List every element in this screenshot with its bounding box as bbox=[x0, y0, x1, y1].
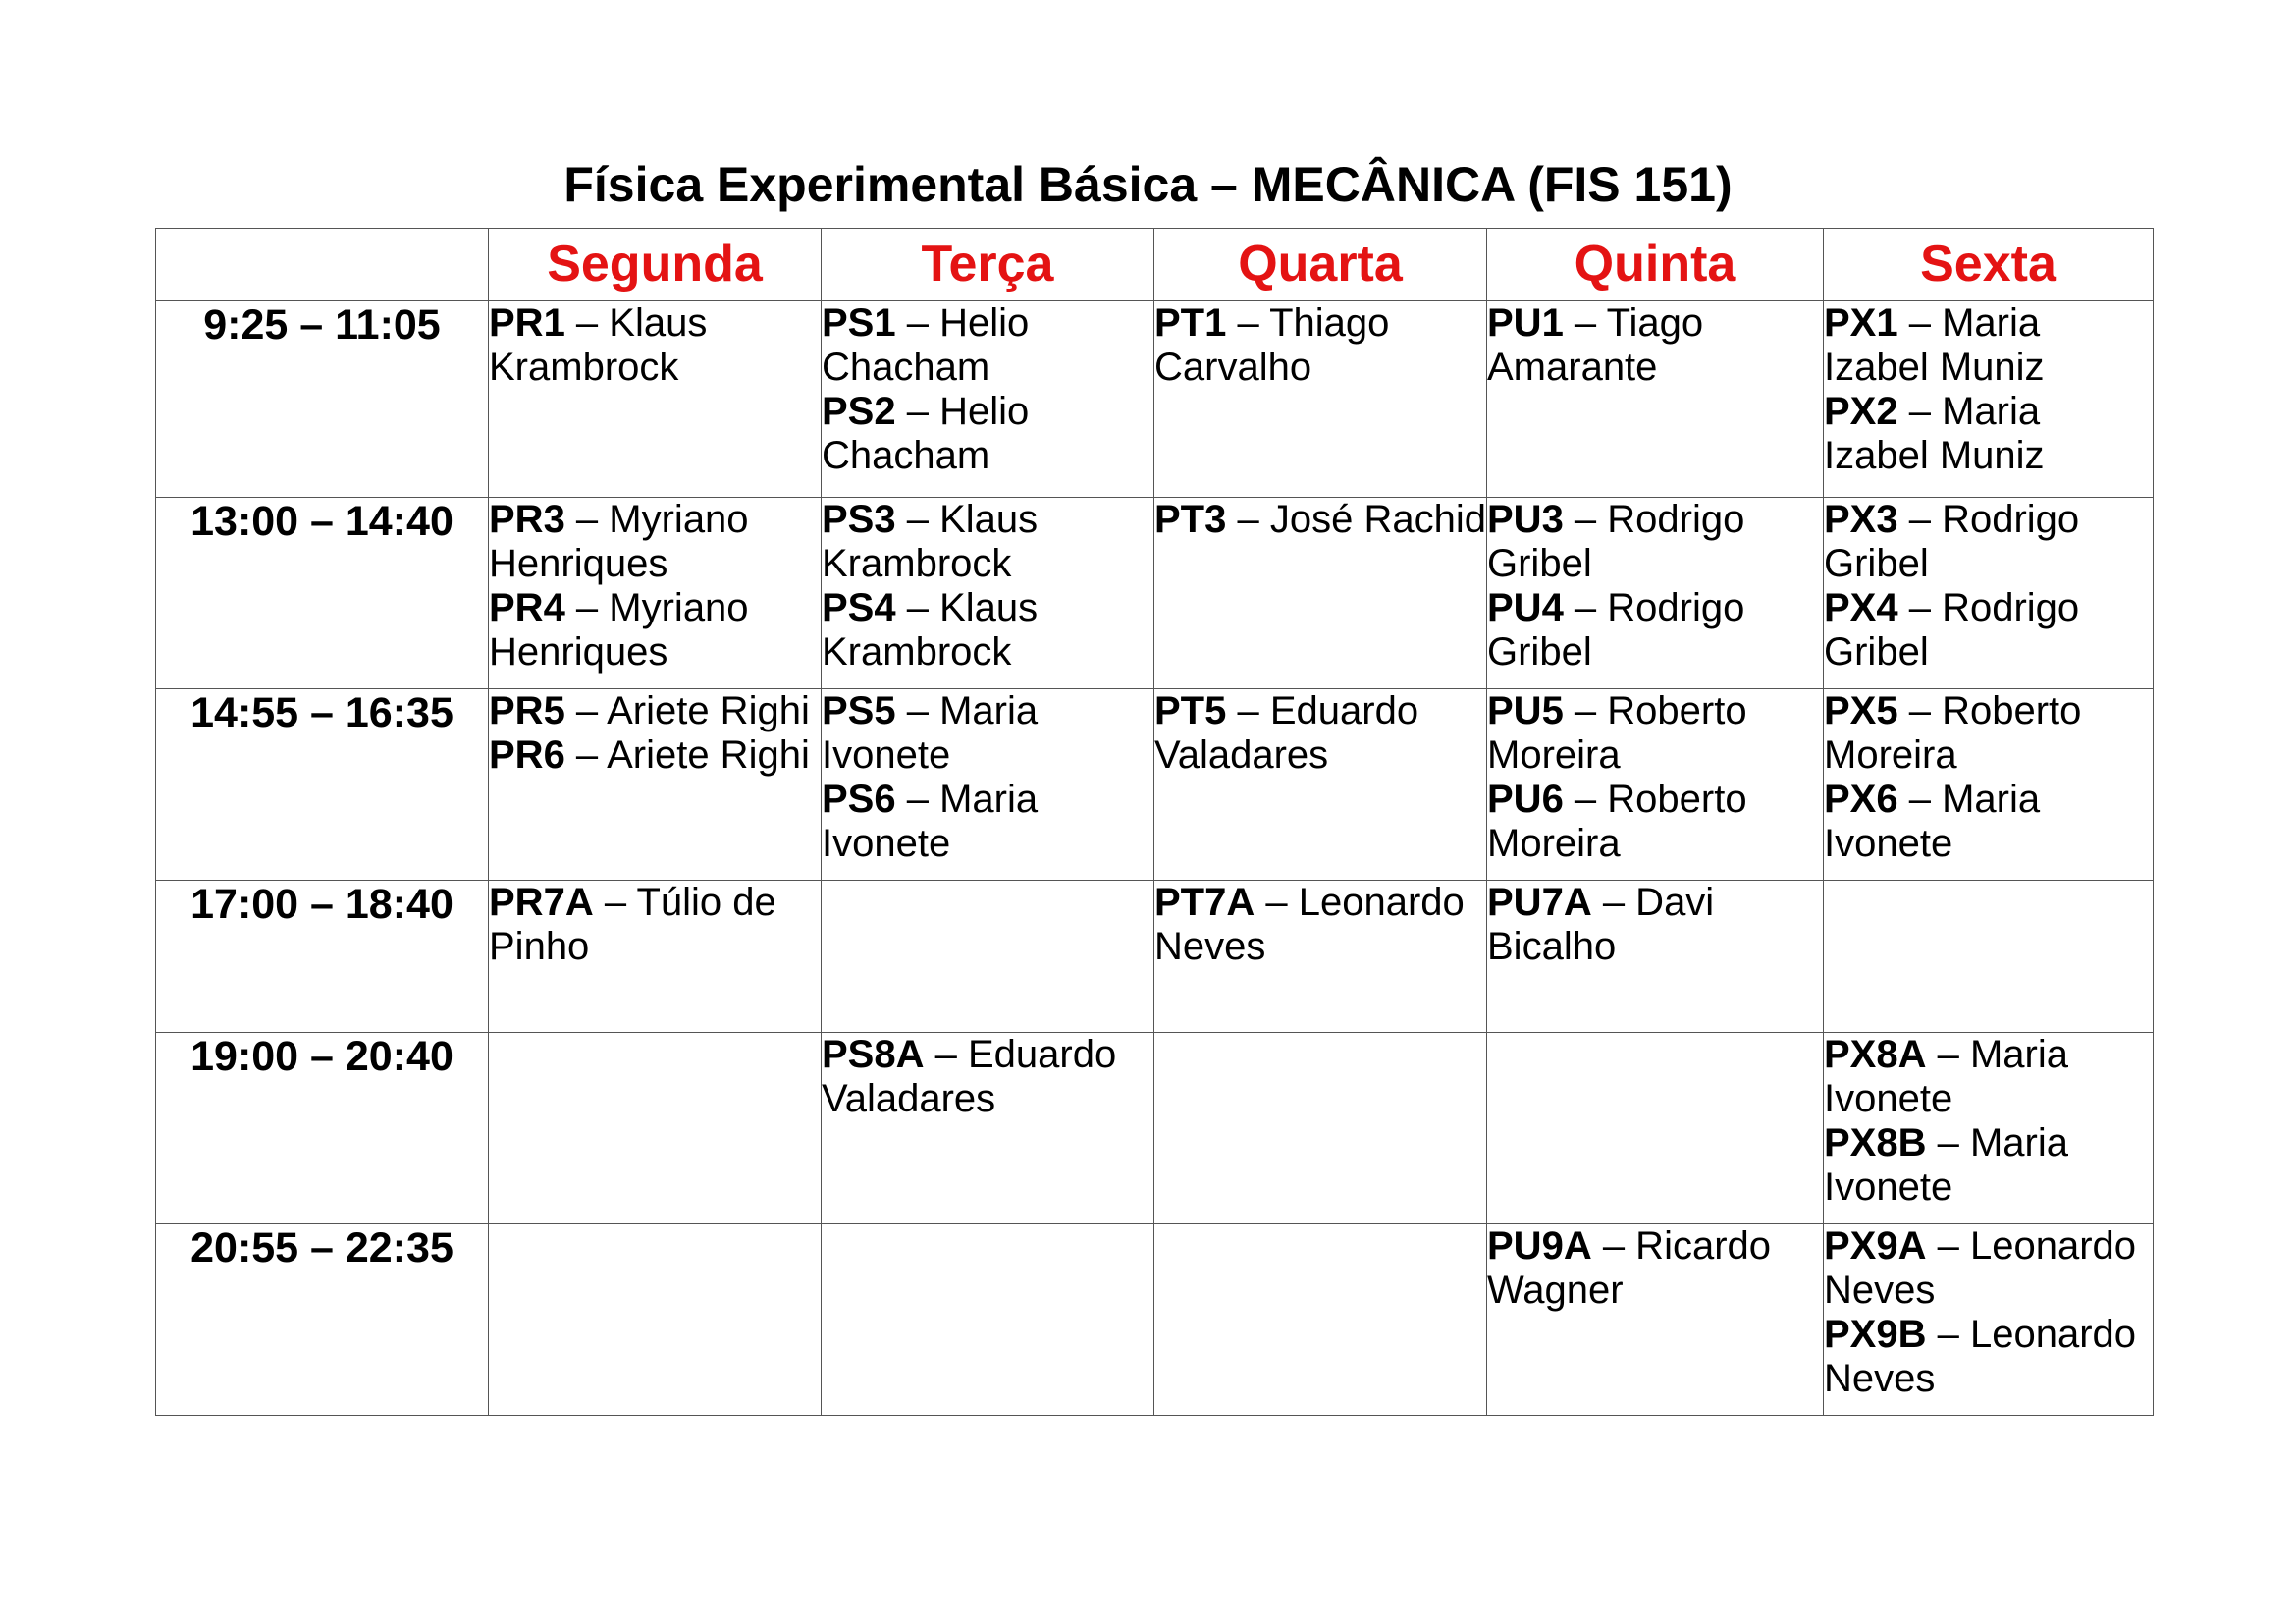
schedule-cell bbox=[1487, 498, 1824, 689]
class-code: PX3 bbox=[1824, 498, 1898, 541]
class-entry bbox=[1824, 498, 2153, 586]
professor-name: – Maria Ivonete bbox=[1824, 1121, 2068, 1209]
time-slot: 14:55 – 16:35 bbox=[156, 689, 489, 881]
table-row bbox=[156, 1224, 2154, 1416]
class-entry bbox=[1824, 301, 2153, 390]
class-entry bbox=[1487, 586, 1823, 675]
table-row bbox=[156, 1033, 2154, 1224]
class-code: PU9A bbox=[1487, 1224, 1592, 1268]
header-row bbox=[156, 229, 2154, 301]
professor-name: – Leonardo Neves bbox=[1154, 881, 1465, 968]
class-entry bbox=[1824, 1121, 2153, 1210]
class-code: PX5 bbox=[1824, 689, 1898, 732]
professor-name: – Rodrigo Gribel bbox=[1824, 586, 2080, 674]
class-code: PT7A bbox=[1154, 881, 1255, 924]
class-code: PU6 bbox=[1487, 778, 1564, 821]
professor-name: – Maria Ivonete bbox=[1824, 778, 2041, 865]
class-entry bbox=[489, 301, 821, 390]
class-entry bbox=[489, 689, 821, 733]
schedule-cell bbox=[1154, 1224, 1487, 1416]
schedule-cell bbox=[489, 689, 822, 881]
schedule-cell bbox=[1154, 881, 1487, 1033]
professor-name: – Klaus Krambrock bbox=[489, 301, 708, 389]
time-slot: 13:00 – 14:40 bbox=[156, 498, 489, 689]
professor-name: – Rodrigo Gribel bbox=[1824, 498, 2080, 585]
class-code: PR4 bbox=[489, 586, 565, 629]
schedule-cell bbox=[822, 498, 1154, 689]
class-code: PS3 bbox=[822, 498, 896, 541]
class-entry bbox=[489, 498, 821, 586]
schedule-cell bbox=[1824, 301, 2154, 498]
table-row bbox=[156, 881, 2154, 1033]
class-entry bbox=[1487, 689, 1823, 778]
time-slot: 17:00 – 18:40 bbox=[156, 881, 489, 1033]
professor-name: – Eduardo Valadares bbox=[822, 1033, 1117, 1120]
class-entry bbox=[1154, 689, 1486, 778]
schedule-cell bbox=[1154, 301, 1487, 498]
class-entry bbox=[1824, 390, 2153, 478]
day-header-sexta: Sexta bbox=[1824, 229, 2154, 301]
professor-name: – Klaus Krambrock bbox=[822, 586, 1039, 674]
schedule-cell bbox=[1487, 1224, 1824, 1416]
class-code: PT1 bbox=[1154, 301, 1227, 345]
schedule-cell bbox=[822, 301, 1154, 498]
class-entry bbox=[1487, 301, 1823, 390]
class-code: PU7A bbox=[1487, 881, 1592, 924]
class-entry bbox=[822, 498, 1153, 586]
schedule-cell bbox=[1824, 1224, 2154, 1416]
class-code: PS6 bbox=[822, 778, 896, 821]
class-entry bbox=[822, 390, 1153, 478]
schedule-cell bbox=[1487, 689, 1824, 881]
table-row bbox=[156, 498, 2154, 689]
class-code: PS2 bbox=[822, 390, 896, 433]
class-code: PS5 bbox=[822, 689, 896, 732]
professor-name: – Helio Chacham bbox=[822, 390, 1030, 477]
schedule-cell bbox=[1487, 301, 1824, 498]
class-entry bbox=[1824, 1313, 2153, 1401]
professor-name: – Roberto Moreira bbox=[1487, 689, 1747, 777]
class-entry bbox=[489, 881, 821, 969]
professor-name: – Thiago Carvalho bbox=[1154, 301, 1390, 389]
schedule-cell bbox=[489, 498, 822, 689]
class-entry bbox=[489, 586, 821, 675]
professor-name: – Myriano Henriques bbox=[489, 586, 749, 674]
class-code: PS8A bbox=[822, 1033, 925, 1076]
class-code: PX9A bbox=[1824, 1224, 1927, 1268]
professor-name: – Ariete Righi bbox=[564, 689, 810, 732]
class-entry bbox=[1487, 881, 1823, 969]
class-code: PU4 bbox=[1487, 586, 1564, 629]
professor-name: – Eduardo Valadares bbox=[1154, 689, 1419, 777]
class-entry bbox=[822, 778, 1153, 866]
class-entry bbox=[1824, 1224, 2153, 1313]
class-entry bbox=[822, 301, 1153, 390]
schedule-cell bbox=[1824, 689, 2154, 881]
professor-name: – Helio Chacham bbox=[822, 301, 1030, 389]
class-code: PX9B bbox=[1824, 1313, 1927, 1356]
professor-name: – Tiago Amarante bbox=[1487, 301, 1704, 389]
class-code: PU1 bbox=[1487, 301, 1564, 345]
schedule-cell bbox=[822, 1033, 1154, 1224]
time-slot: 19:00 – 20:40 bbox=[156, 1033, 489, 1224]
class-code: PR6 bbox=[489, 733, 565, 777]
professor-name: – Túlio de Pinho bbox=[489, 881, 776, 968]
class-entry bbox=[1487, 498, 1823, 586]
schedule-cell bbox=[822, 1224, 1154, 1416]
schedule-cell bbox=[489, 1033, 822, 1224]
schedule-table bbox=[155, 228, 2154, 1416]
class-entry bbox=[1824, 586, 2153, 675]
schedule-cell bbox=[1154, 689, 1487, 881]
schedule-cell bbox=[822, 689, 1154, 881]
professor-name: – Maria Izabel Muniz bbox=[1824, 301, 2045, 389]
professor-name: – Rodrigo Gribel bbox=[1487, 498, 1745, 585]
class-code: PT3 bbox=[1154, 498, 1227, 541]
time-slot: 9:25 – 11:05 bbox=[156, 301, 489, 498]
day-header-quinta: Quinta bbox=[1487, 229, 1824, 301]
class-entry bbox=[1824, 1033, 2153, 1121]
class-entry bbox=[1487, 778, 1823, 866]
class-entry bbox=[1824, 689, 2153, 778]
class-code: PX4 bbox=[1824, 586, 1898, 629]
day-header-terca: Terça bbox=[822, 229, 1154, 301]
class-code: PX6 bbox=[1824, 778, 1898, 821]
class-code: PU5 bbox=[1487, 689, 1564, 732]
schedule-cell bbox=[489, 881, 822, 1033]
schedule-cell bbox=[1824, 1033, 2154, 1224]
class-code: PX8A bbox=[1824, 1033, 1927, 1076]
day-header-quarta: Quarta bbox=[1154, 229, 1487, 301]
class-code: PX2 bbox=[1824, 390, 1898, 433]
schedule-cell bbox=[822, 881, 1154, 1033]
class-entry bbox=[1824, 778, 2153, 866]
schedule-cell bbox=[1824, 881, 2154, 1033]
schedule-cell bbox=[1824, 498, 2154, 689]
time-slot: 20:55 – 22:35 bbox=[156, 1224, 489, 1416]
schedule-cell bbox=[489, 301, 822, 498]
professor-name: – José Rachid bbox=[1226, 498, 1486, 541]
class-code: PT5 bbox=[1154, 689, 1227, 732]
class-code: PX1 bbox=[1824, 301, 1898, 345]
class-entry bbox=[822, 689, 1153, 778]
class-entry bbox=[1487, 1224, 1823, 1313]
professor-name: – Leonardo Neves bbox=[1824, 1313, 2137, 1400]
professor-name: – Roberto Moreira bbox=[1824, 689, 2082, 777]
professor-name: – Leonardo Neves bbox=[1824, 1224, 2137, 1312]
table-row bbox=[156, 301, 2154, 498]
schedule-cell bbox=[1154, 498, 1487, 689]
class-code: PR5 bbox=[489, 689, 565, 732]
class-code: PS1 bbox=[822, 301, 896, 345]
page-title: Física Experimental Básica – MECÂNICA (FIS 151) bbox=[563, 157, 1733, 212]
schedule-cell bbox=[1154, 1033, 1487, 1224]
professor-name: – Ricardo Wagner bbox=[1487, 1224, 1772, 1312]
class-code: PU3 bbox=[1487, 498, 1564, 541]
class-entry bbox=[1154, 881, 1486, 969]
professor-name: – Klaus Krambrock bbox=[822, 498, 1039, 585]
professor-name: – Maria Ivonete bbox=[822, 689, 1039, 777]
class-code: PR7A bbox=[489, 881, 594, 924]
class-entry bbox=[1154, 498, 1486, 542]
professor-name: – Rodrigo Gribel bbox=[1487, 586, 1745, 674]
schedule-body bbox=[156, 301, 2154, 1416]
class-code: PR3 bbox=[489, 498, 565, 541]
table-row bbox=[156, 689, 2154, 881]
professor-name: – Maria Izabel Muniz bbox=[1824, 390, 2045, 477]
class-code: PS4 bbox=[822, 586, 896, 629]
class-code: PX8B bbox=[1824, 1121, 1927, 1164]
class-entry bbox=[489, 733, 821, 778]
professor-name: – Maria Ivonete bbox=[822, 778, 1039, 865]
professor-name: – Roberto Moreira bbox=[1487, 778, 1747, 865]
class-entry bbox=[822, 1033, 1153, 1121]
schedule-cell bbox=[489, 1224, 822, 1416]
professor-name: – Davi Bicalho bbox=[1487, 881, 1715, 968]
professor-name: – Maria Ivonete bbox=[1824, 1033, 2068, 1120]
schedule-cell bbox=[1487, 1033, 1824, 1224]
schedule-cell bbox=[1487, 881, 1824, 1033]
class-entry bbox=[822, 586, 1153, 675]
class-entry bbox=[1154, 301, 1486, 390]
class-code: PR1 bbox=[489, 301, 565, 345]
professor-name: – Ariete Righi bbox=[564, 733, 810, 777]
corner-cell bbox=[156, 229, 489, 301]
day-header-segunda: Segunda bbox=[489, 229, 822, 301]
professor-name: – Myriano Henriques bbox=[489, 498, 749, 585]
